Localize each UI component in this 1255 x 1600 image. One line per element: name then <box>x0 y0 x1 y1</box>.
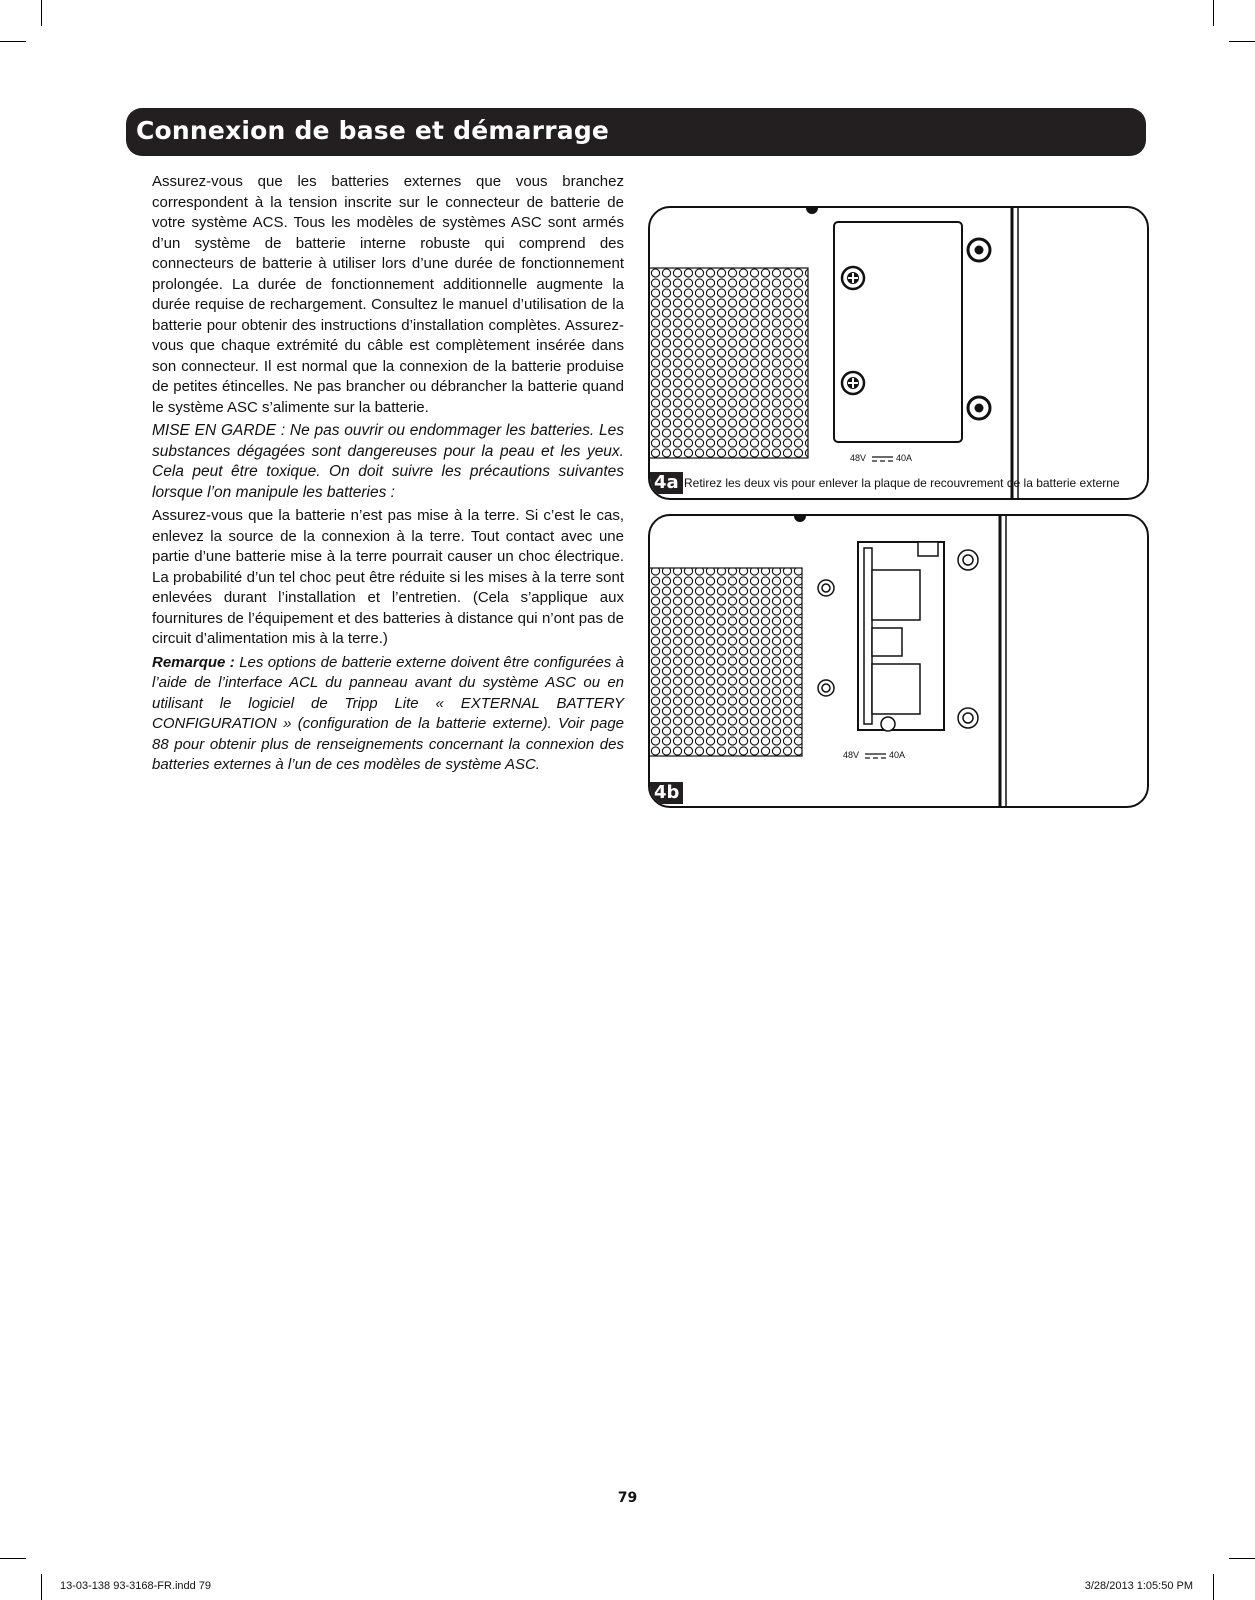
terminal-icon <box>958 708 978 728</box>
screw-icon <box>842 267 864 289</box>
dc-symbol-icon <box>872 457 893 461</box>
body-text-column <box>152 172 624 779</box>
page-number: 79 <box>617 1490 638 1506</box>
figure-4b-illustration <box>650 516 1147 806</box>
section-title: Connexion de base et démarrage <box>136 116 610 145</box>
vent-grille <box>650 268 808 458</box>
crop-mark <box>41 0 42 26</box>
battery-cover-plate <box>834 222 962 442</box>
note-paragraph <box>152 653 624 776</box>
rating-voltage: 48V <box>843 750 860 760</box>
rating-voltage: 48V <box>850 453 867 463</box>
crop-mark <box>1213 0 1214 26</box>
note-label: Remarque : <box>152 653 235 671</box>
figure-tag-4b: 4b <box>650 782 683 804</box>
rating-current: 40A <box>889 750 906 760</box>
terminal-icon <box>818 580 834 596</box>
section-header-bar <box>126 108 1146 156</box>
figure-tag-4a: 4a <box>650 472 683 494</box>
note-text: Les options de batterie externe doivent être configurées à l’aide de l’interface ACL du panneau avant du système ASC ou en utilisant le logiciel de Tripp Lite « EXTERNAL BATTERY CONFIGURATION » (configuration de la batterie externe). Voir page 88 pour obtenir plus de renseignements concernant la connexion des batteries externes à l’un de ces modèles de système ASC. <box>152 653 624 773</box>
screw-icon <box>842 372 864 394</box>
intro-paragraph: Assurez-vous que les batteries externes que vous branchez correspondent à la tension inscrite sur le connecteur de batterie de votre système ACS. Tous les modèles de systèmes ASC sont armés d’un système de batterie interne robuste qui comprend des connecteurs de batterie à utiliser lors d’une durée de fonctionnement prolongée. La durée de fonctionnement additionnelle augmente la durée requise de rechargement. Consultez le manuel d’utilisation de la batterie pour obtenir des instructions d’installation complètes. Assurez-vous que chaque extrémité du câble est complètement insérée dans son connecteur. Il est normal que la connexion de la batterie produise de petites étincelles. Ne pas brancher ou débrancher la batterie quand le système ASC s’alimente sur la batterie. <box>152 173 624 416</box>
figure-caption-4a: Retirez les deux vis pour enlever la plaque de recouvrement de la batterie externe <box>684 476 1120 490</box>
figure-4b <box>648 514 1149 808</box>
battery-connector <box>858 542 944 731</box>
rating-current: 40A <box>896 453 913 463</box>
figure-4a <box>648 206 1149 500</box>
crop-mark <box>1229 41 1255 42</box>
figure-4a-illustration <box>650 208 1147 498</box>
terminal-icon <box>968 397 990 419</box>
terminal-icon <box>958 550 978 570</box>
crop-mark <box>0 1558 26 1559</box>
footer-file-info: 13-03-138 93-3168-FR.indd 79 <box>60 1580 212 1592</box>
warning-paragraph: MISE EN GARDE : Ne pas ouvrir ou endommager les batteries. Les substances dégagées sont dangereuses pour la peau et les yeux. Cela peut être toxique. On doit suivre les précautions suivantes lorsque l’on manipule les batteries : <box>152 422 624 501</box>
crop-mark <box>0 41 26 42</box>
crop-mark <box>41 1574 42 1600</box>
dc-symbol-icon <box>865 754 886 758</box>
terminal-icon <box>968 239 990 261</box>
vent-grille <box>650 568 802 756</box>
terminal-icon <box>818 680 834 696</box>
grounding-paragraph: Assurez-vous que la batterie n’est pas mise à la terre. Si c’est le cas, enlevez la source de la connexion à la terre. Tout contact avec une partie d’une batterie mise à la terre pourrait causer un choc électrique. La probabilité d’un tel choc peut être réduite si les mises à la terre sont enlevées durant l’installation et l’entretien. (Cela s’applique aux fournitures de l’équipement et des batteries à distance qui n’ont pas de circuit d’alimentation mis à la terre.) <box>152 507 624 647</box>
crop-mark <box>1229 1558 1255 1559</box>
footer-timestamp: 3/28/2013 1:05:50 PM <box>1084 1580 1193 1592</box>
crop-mark <box>1213 1574 1214 1600</box>
